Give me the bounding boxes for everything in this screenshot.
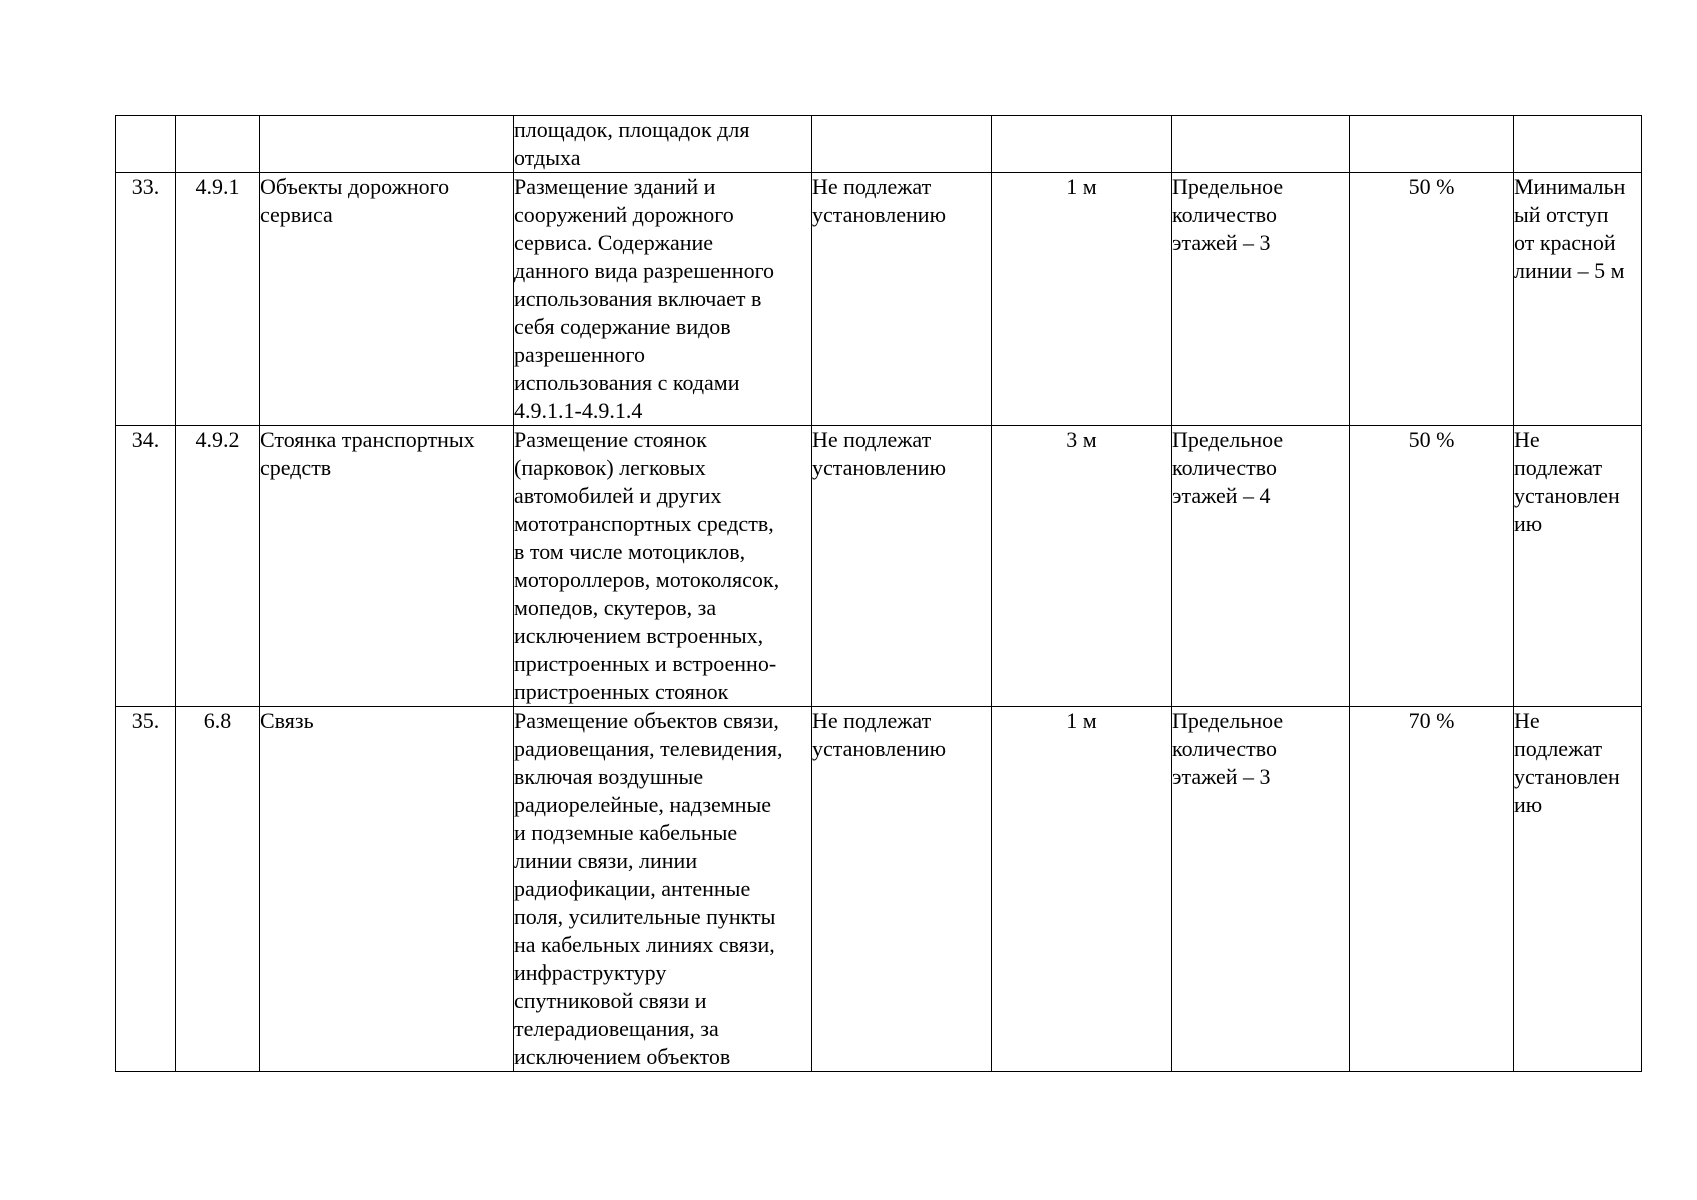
- use-description-text: площадок, площадок для отдыха: [514, 117, 750, 170]
- plot-area-cell: [812, 116, 992, 173]
- use-description-cell: Размещение стоянок (парковок) легковых автомобилей и других мототранспортных средств, в том числе мотоциклов, мотороллеров, мотоколясок, мопедов, скутеров, за исключением встроенных, пристроенных и встроенно- пристроенных стоянок: [514, 426, 812, 707]
- use-description-cell: Размещение объектов связи, радиовещания, телевидения, включая воздушные радиорелейные, надземные и подземные кабельные линии связи, линии радиофикации, антенные поля, усилительные пункты на кабельных линиях связи, инфраструктуру спутниковой связи и телерадиовещания, за исключением объектов: [514, 707, 812, 1072]
- row-number-cell: [116, 116, 176, 173]
- use-description-cell: [514, 116, 812, 173]
- use-code-cell: [176, 116, 260, 173]
- plot-area-cell: Не подлежат установлению: [812, 426, 992, 707]
- min-indent-cell: 3 м: [992, 426, 1172, 707]
- max-floors-cell: Предельное количество этажей – 3: [1172, 173, 1350, 426]
- use-code-cell: 4.9.2: [176, 426, 260, 707]
- use-code-cell: 6.8: [176, 707, 260, 1072]
- row-number-cell: 34.: [116, 426, 176, 707]
- min-indent-cell: 1 м: [992, 173, 1172, 426]
- max-coverage-cell: 50 %: [1350, 173, 1514, 426]
- max-floors-cell: Предельное количество этажей – 4: [1172, 426, 1350, 707]
- max-floors-cell: [1172, 116, 1350, 173]
- permitted-use-table: [115, 115, 1642, 1072]
- other-params-cell: Не подлежат установлен ию: [1514, 707, 1642, 1072]
- other-params-cell: [1514, 116, 1642, 173]
- plot-area-cell: Не подлежат установлению: [812, 707, 992, 1072]
- use-name-cell: Связь: [260, 707, 514, 1072]
- use-name-cell: Стоянка транспортных средств: [260, 426, 514, 707]
- max-coverage-cell: [1350, 116, 1514, 173]
- row-number-cell: 35.: [116, 707, 176, 1072]
- table-row-continuation: [116, 116, 1642, 173]
- table-row: [116, 707, 1642, 1072]
- table-row: [116, 173, 1642, 426]
- row-number-cell: 33.: [116, 173, 176, 426]
- table-row: [116, 426, 1642, 707]
- max-coverage-cell: 70 %: [1350, 707, 1514, 1072]
- other-params-cell: Минимальн ый отступ от красной линии – 5 м: [1514, 173, 1642, 426]
- max-floors-cell: Предельное количество этажей – 3: [1172, 707, 1350, 1072]
- use-code-cell: 4.9.1: [176, 173, 260, 426]
- use-name-cell: [260, 116, 514, 173]
- max-coverage-cell: 50 %: [1350, 426, 1514, 707]
- other-params-cell: Не подлежат установлен ию: [1514, 426, 1642, 707]
- min-indent-cell: 1 м: [992, 707, 1172, 1072]
- plot-area-cell: Не подлежат установлению: [812, 173, 992, 426]
- use-name-cell: Объекты дорожного сервиса: [260, 173, 514, 426]
- min-indent-cell: [992, 116, 1172, 173]
- use-description-cell: Размещение зданий и сооружений дорожного сервиса. Содержание данного вида разрешенного использования включает в себя содержание видов разрешенного использования с кодами 4.9.1.1-4.9.1.4: [514, 173, 812, 426]
